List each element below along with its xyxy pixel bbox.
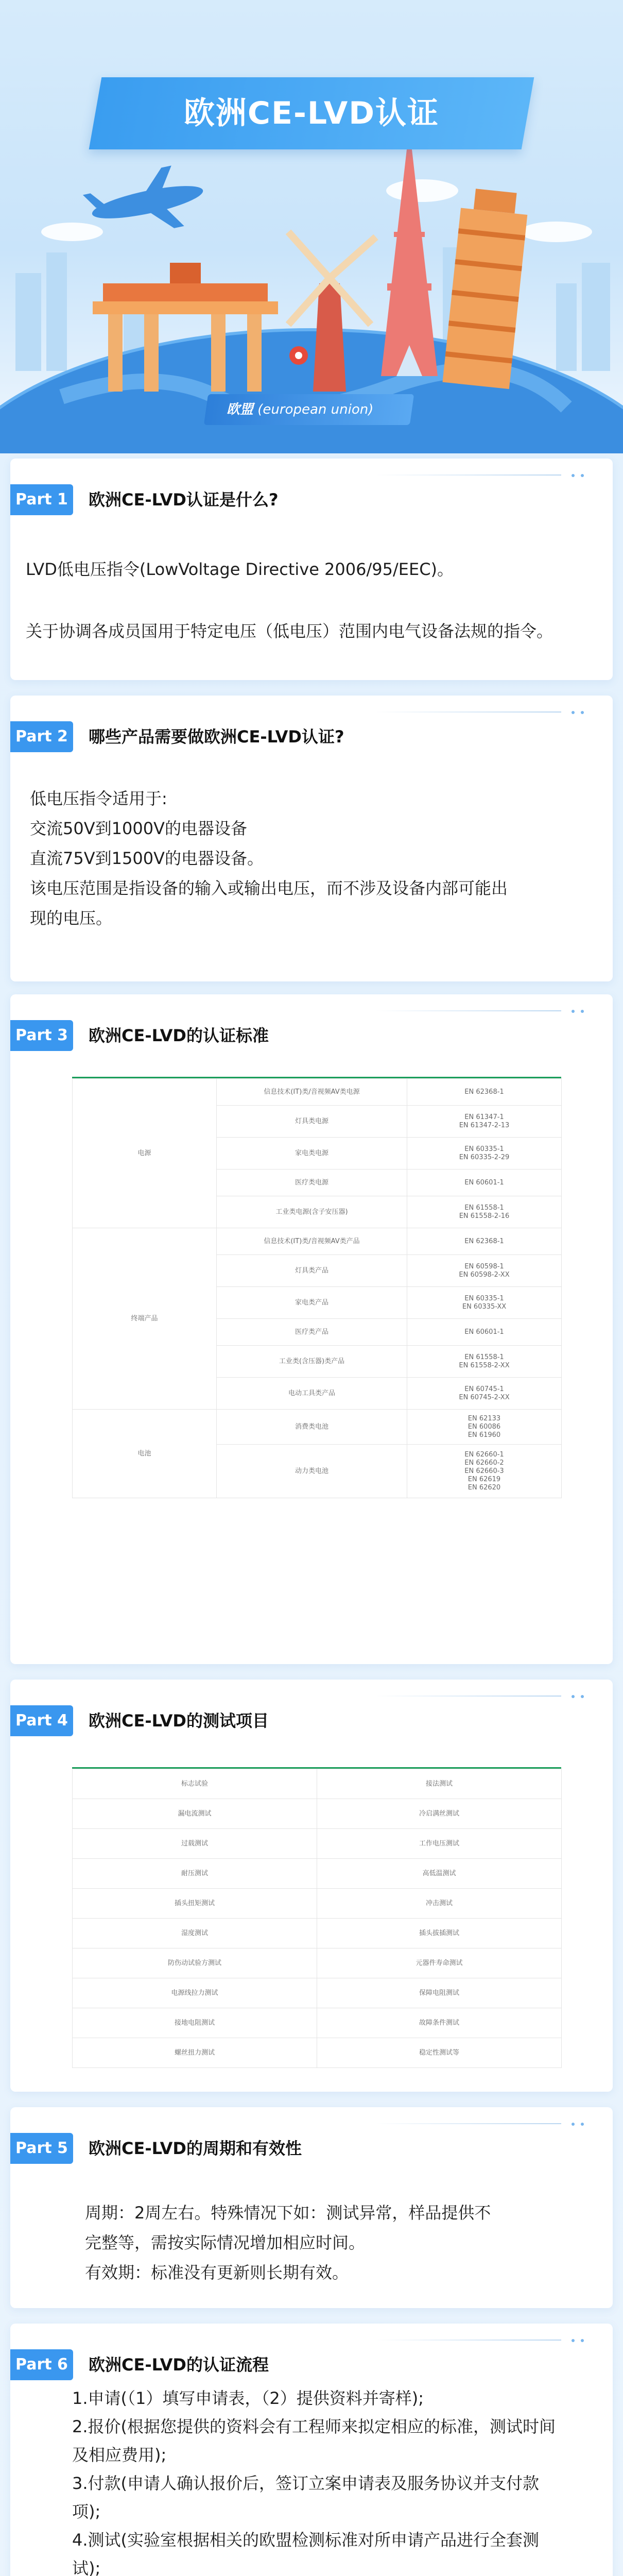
part6-tag: Part 6 bbox=[10, 2349, 73, 2380]
part6-line-5: 项); bbox=[72, 2502, 101, 2521]
part5-card bbox=[10, 2107, 613, 2308]
part2-line-1: 低电压指令适用于: bbox=[30, 789, 167, 808]
part6-line-4: 3.付款(申请人确认报价后，签订立案申请表及服务协议并支付款 bbox=[72, 2473, 540, 2493]
table-row bbox=[73, 1769, 562, 1799]
table-row bbox=[73, 1919, 562, 1948]
item-cell: 工业类(含压器)类产品 bbox=[217, 1346, 407, 1378]
table-row bbox=[73, 1799, 562, 1829]
category-cell: 电池 bbox=[73, 1410, 217, 1498]
part2-line-5: 现的电压。 bbox=[30, 908, 113, 928]
part6-line-6: 4.测试(实验室根据相关的欧盟检测标准对所申请产品进行全套测 bbox=[72, 2530, 540, 2550]
test-item-cell: 过载测试 bbox=[73, 1829, 317, 1859]
test-item-cell: 工作电压测试 bbox=[317, 1829, 562, 1859]
part5-tag: Part 5 bbox=[10, 2133, 73, 2164]
standard-cell: EN 60598-1 EN 60598-2-XX bbox=[407, 1255, 562, 1287]
decor-line bbox=[376, 2123, 592, 2125]
table-row bbox=[73, 2008, 562, 2038]
part1-tag: Part 1 bbox=[10, 484, 73, 515]
table-row bbox=[73, 1228, 562, 1255]
standard-cell: EN 60601-1 bbox=[407, 1170, 562, 1196]
test-item-cell: 插头扭矩测试 bbox=[73, 1889, 317, 1919]
test-item-cell: 接法测试 bbox=[317, 1769, 562, 1799]
test-item-cell: 冷启满丝测试 bbox=[317, 1799, 562, 1829]
part5-heading: 欧洲CE-LVD的周期和有效性 bbox=[89, 2139, 302, 2158]
test-item-cell: 稳定性测试等 bbox=[317, 2038, 562, 2068]
test-item-cell: 标志试验 bbox=[73, 1769, 317, 1799]
test-item-cell: 接地电阻测试 bbox=[73, 2008, 317, 2038]
standard-cell: EN 60335-1 EN 60335-2-29 bbox=[407, 1138, 562, 1170]
item-cell: 灯具类产品 bbox=[217, 1255, 407, 1287]
part5-line-1: 周期：2周左右。特殊情况下如：测试异常，样品提供不 bbox=[85, 2203, 491, 2223]
decor-line bbox=[376, 474, 592, 476]
decor-line bbox=[376, 1695, 592, 1697]
standard-cell: EN 61347-1 EN 61347-2-13 bbox=[407, 1106, 562, 1138]
part6-heading: 欧洲CE-LVD的认证流程 bbox=[89, 2355, 269, 2375]
standard-cell: EN 60335-1 EN 60335-XX bbox=[407, 1287, 562, 1319]
region-badge-rest: (european union) bbox=[257, 402, 374, 417]
page-title: 欧洲CE-LVD认证 bbox=[183, 95, 440, 131]
part4-heading: 欧洲CE-LVD的测试项目 bbox=[89, 1711, 269, 1731]
item-cell: 信息技术(IT)类/音视频AV类产品 bbox=[217, 1228, 407, 1255]
test-item-cell: 湿度测试 bbox=[73, 1919, 317, 1948]
standard-cell: EN 62660-1 EN 62660-2 EN 62660-3 EN 62619 EN 62620 bbox=[407, 1445, 562, 1498]
table-row bbox=[73, 1978, 562, 2008]
part2-line-4: 该电压范围是指设备的输入或输出电压，而不涉及设备内部可能出 bbox=[30, 878, 508, 898]
item-cell: 医疗类电源 bbox=[217, 1170, 407, 1196]
part5-line-3: 有效期：标准没有更新则长期有效。 bbox=[85, 2263, 349, 2282]
part1-line-1: LVD低电压指令(LowVoltage Directive 2006/95/EEC)。 bbox=[26, 560, 454, 579]
part2-heading: 哪些产品需要做欧洲CE-LVD认证? bbox=[89, 727, 344, 747]
part2-line-3: 直流75V到1500V的电器设备。 bbox=[30, 849, 264, 868]
item-cell: 信息技术(IT)类/音视频AV类电源 bbox=[217, 1079, 407, 1106]
table-row bbox=[73, 1079, 562, 1106]
hero-banner bbox=[0, 0, 623, 453]
part1-line-2: 关于协调各成员国用于特定电压（低电压）范围内电气设备法规的指令。 bbox=[26, 621, 553, 641]
item-cell: 灯具类电源 bbox=[217, 1106, 407, 1138]
test-item-cell: 冲击测试 bbox=[317, 1889, 562, 1919]
test-item-cell: 防伤动试验方测试 bbox=[73, 1948, 317, 1978]
item-cell: 工业类电源(含子安压器) bbox=[217, 1196, 407, 1228]
part6-line-7: 试); bbox=[72, 2558, 101, 2576]
part5-line-2: 完整等，需按实际情况增加相应时间。 bbox=[85, 2233, 366, 2252]
standard-cell: EN 60601-1 bbox=[407, 1319, 562, 1346]
item-cell: 动力类电池 bbox=[217, 1445, 407, 1498]
region-badge bbox=[206, 394, 412, 425]
part4-tag: Part 4 bbox=[10, 1705, 73, 1736]
part6-line-1: 1.申请(（1）填写申请表，（2）提供资料并寄样); bbox=[72, 2388, 424, 2408]
part3-tag: Part 3 bbox=[10, 1020, 73, 1051]
standard-cell: EN 61558-1 EN 61558-2-16 bbox=[407, 1196, 562, 1228]
item-cell: 电动工具类产品 bbox=[217, 1378, 407, 1410]
decor-line bbox=[376, 2339, 592, 2341]
table-row bbox=[73, 1410, 562, 1445]
part2-tag: Part 2 bbox=[10, 721, 73, 752]
standard-cell: EN 62368-1 bbox=[407, 1228, 562, 1255]
standard-cell: EN 62368-1 bbox=[407, 1079, 562, 1106]
table-row bbox=[73, 2038, 562, 2068]
region-badge-bold: 欧盟 bbox=[227, 402, 254, 417]
item-cell: 家电类产品 bbox=[217, 1287, 407, 1319]
test-item-cell: 插头拔插测试 bbox=[317, 1919, 562, 1948]
item-cell: 消费类电池 bbox=[217, 1410, 407, 1445]
table-row bbox=[73, 1829, 562, 1859]
item-cell: 医疗类产品 bbox=[217, 1319, 407, 1346]
part1-card bbox=[10, 459, 613, 680]
test-item-cell: 电源线拉力测试 bbox=[73, 1978, 317, 2008]
test-item-cell: 螺丝扭力测试 bbox=[73, 2038, 317, 2068]
item-cell: 家电类电源 bbox=[217, 1138, 407, 1170]
test-item-cell: 元器件寿命测试 bbox=[317, 1948, 562, 1978]
part6-line-2: 2.报价(根据您提供的资料会有工程师来拟定相应的标准，测试时间 bbox=[72, 2417, 556, 2436]
part6-card bbox=[10, 2324, 613, 2576]
decor-line bbox=[376, 1010, 592, 1012]
standard-cell: EN 62133 EN 60086 EN 61960 bbox=[407, 1410, 562, 1445]
test-item-cell: 故障条件测试 bbox=[317, 2008, 562, 2038]
test-items-table bbox=[72, 1767, 561, 2068]
test-item-cell: 漏电流测试 bbox=[73, 1799, 317, 1829]
decor-line bbox=[376, 711, 592, 713]
part1-heading: 欧洲CE-LVD认证是什么? bbox=[89, 490, 279, 510]
part3-heading: 欧洲CE-LVD的认证标准 bbox=[89, 1026, 269, 1045]
standard-cell: EN 60745-1 EN 60745-2-XX bbox=[407, 1378, 562, 1410]
part6-line-3: 及相应费用); bbox=[72, 2445, 167, 2465]
map-pin-icon bbox=[289, 346, 308, 365]
table-row bbox=[73, 1948, 562, 1978]
table-row bbox=[73, 1859, 562, 1889]
standards-table bbox=[72, 1077, 561, 1498]
test-item-cell: 保障电阻测试 bbox=[317, 1978, 562, 2008]
part4-card bbox=[10, 1680, 613, 2092]
standard-cell: EN 61558-1 EN 61558-2-XX bbox=[407, 1346, 562, 1378]
test-item-cell: 高低温测试 bbox=[317, 1859, 562, 1889]
category-cell: 电源 bbox=[73, 1079, 217, 1228]
part2-card bbox=[10, 696, 613, 981]
category-cell: 终端产品 bbox=[73, 1228, 217, 1410]
table-row bbox=[73, 1889, 562, 1919]
part2-line-2: 交流50V到1000V的电器设备 bbox=[30, 819, 247, 838]
test-item-cell: 耐压测试 bbox=[73, 1859, 317, 1889]
part3-card bbox=[10, 994, 613, 1664]
